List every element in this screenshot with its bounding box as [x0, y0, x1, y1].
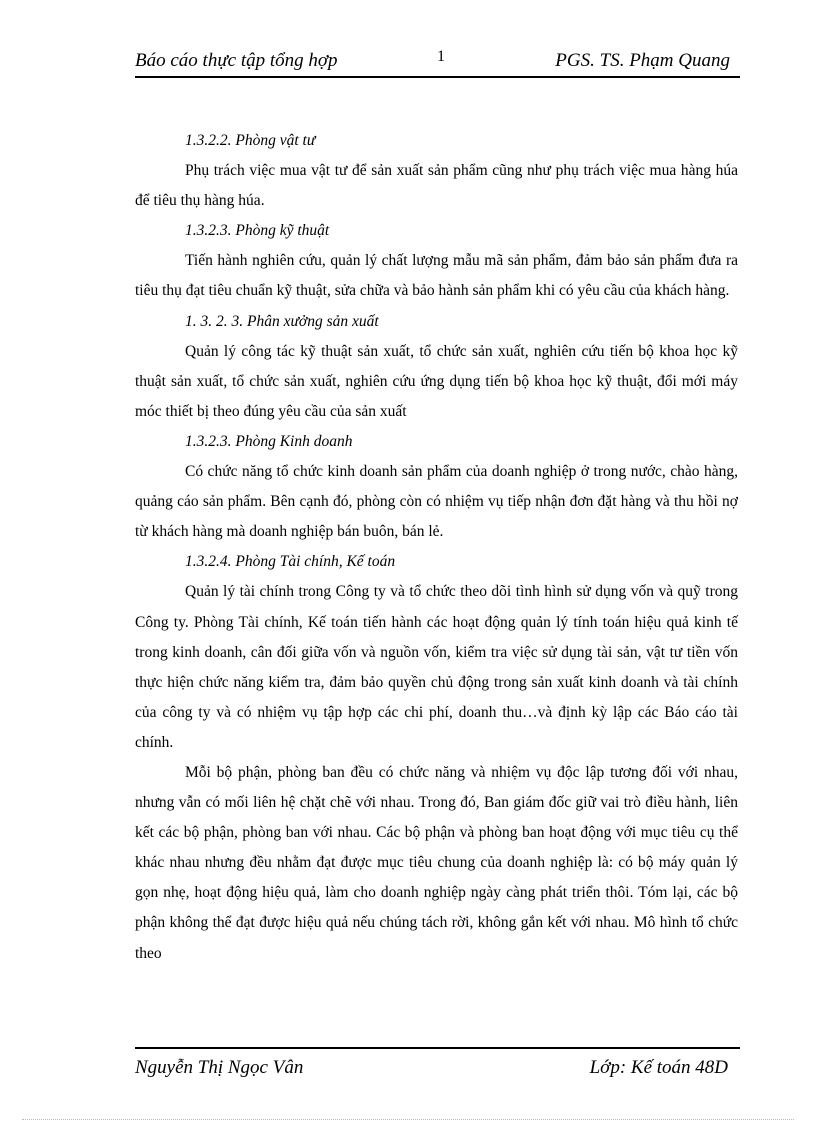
section-heading-kinh-doanh: 1.3.2.3. Phòng Kinh doanh: [185, 432, 353, 450]
page-number: 1: [437, 48, 445, 65]
paragraph-bo-phan: Mỗi bộ phận, phòng ban đều có chức năng và nhiệm vụ độc lập tương đối với nhau, nhưng vẫn có mối liên hệ chặt chẽ với nhau. Trong đó, Ban giám đốc giữ vai trò điều hành, liên kết các bộ phận, phòng ban với nhau. Các bộ phận và phòng ban hoạt động với mục tiêu cụ thể khác nhau nhưng đều nhằm đạt được mục tiêu chung của doanh nghiệp là: có bộ máy quản lý gọn nhẹ, hoạt động hiệu quả, làm cho doanh nghiệp ngày càng phát triển thôi. Tóm lại, các bộ phận không thể đạt được hiệu quả nếu chúng tách rời, không gắn kết với nhau. Mô hình tổ chức theo: [135, 763, 738, 962]
section-heading-ky-thuat: 1.3.2.3. Phòng kỹ thuật: [185, 222, 330, 240]
page-header: [135, 44, 740, 78]
section-heading-phan-xuong: 1. 3. 2. 3. Phân xưởng sản xuất: [185, 312, 379, 330]
paragraph-ky-thuat: Tiến hành nghiên cứu, quản lý chất lượng mẫu mã sản phẩm, đảm bảo sản phẩm đưa ra tiêu thụ đạt tiêu chuẩn kỹ thuật, sửa chữa và bảo hành sản phẩm khi có yêu cầu của khách hàng.: [135, 252, 738, 300]
section-heading-tai-chinh: 1.3.2.4. Phòng Tài chính, Kế toán: [185, 553, 396, 571]
paragraph-kinh-doanh: Có chức năng tổ chức kinh doanh sản phẩm của doanh nghiệp ở trong nước, chào hàng, quảng cáo sản phẩm. Bên cạnh đó, phòng còn có nhiệm vụ tiếp nhận đơn đặt hàng và thu hồi nợ từ khách hàng mà doanh nghiệp bán buôn, bán lẻ.: [135, 463, 738, 541]
paragraph-vat-tu: Phụ trách việc mua vật tư để sản xuất sản phẩm cũng như phụ trách việc mua hàng húa để tiêu thụ hàng húa.: [135, 162, 738, 210]
paragraph-phan-xuong: Quản lý công tác kỹ thuật sản xuất, tổ chức sản xuất, nghiên cứu tiến bộ khoa học kỹ thuật sản xuất, tổ chức sản xuất, nghiên cứu ứng dụng tiến bộ khoa học kỹ thuật, đổi mới máy móc thiết bị theo đúng yêu cầu của sản xuất: [135, 342, 738, 420]
header-report-title: Báo cáo thực tập tổng hợp: [135, 50, 338, 71]
paragraph-tai-chinh: Quản lý tài chính trong Công ty và tổ chức theo dõi tình hình sử dụng vốn và quỹ trong Công ty. Phòng Tài chính, Kế toán tiến hành các hoạt động quản lý tính toán hiệu quả kinh tế trong kinh doanh, cân đối giữa vốn và nguồn vốn, kiểm tra việc sử dụng tài sản, vật tư tiền vốn thực hiện chức năng kiểm tra, đảm bảo quyền chủ động trong sản xuất kinh doanh và tài chính của công ty và có nhiệm vụ tập hợp các chi phí, doanh thu…và định kỳ lập các Báo cáo tài chính.: [135, 583, 738, 751]
section-heading-vat-tu: 1.3.2.2. Phòng vật tư: [185, 132, 316, 149]
page-bottom-divider: [22, 1119, 794, 1120]
footer-author: Nguyễn Thị Ngọc Vân: [135, 1057, 304, 1078]
footer-class: Lớp: Kế toán 48D: [589, 1057, 728, 1078]
page-footer: [135, 1047, 740, 1089]
header-supervisor: PGS. TS. Phạm Quang: [555, 50, 730, 71]
document-body: [135, 126, 738, 969]
